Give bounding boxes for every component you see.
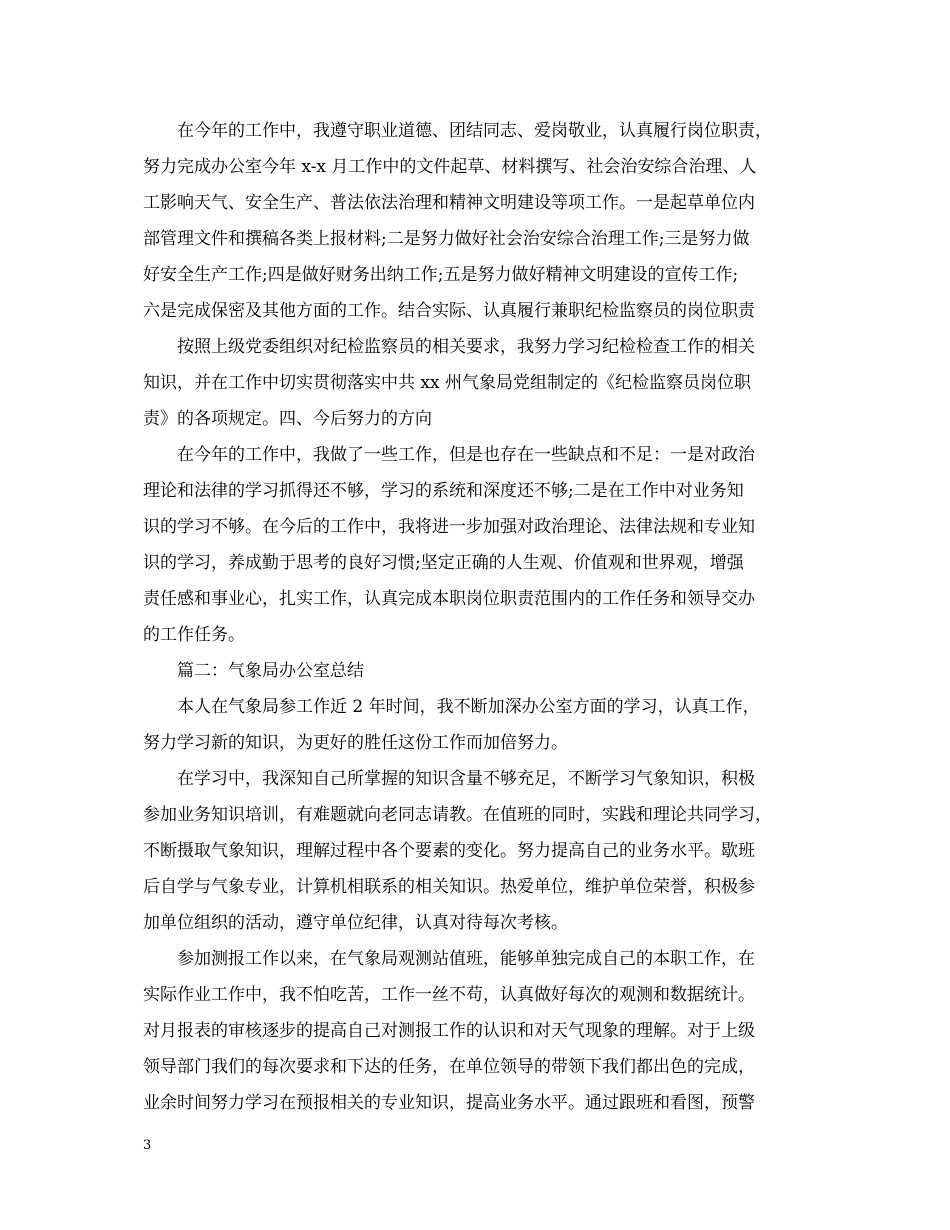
text-line: 知识，并在工作中切实贯彻落实中共 xx 州气象局党组制定的《纪检监察员岗位职: [143, 373, 751, 393]
text-line: 识的学习，养成勤于思考的良好习惯;坚定正确的人生观、价值观和世界观，增强: [143, 553, 744, 573]
text-line: 本人在气象局参工作近 2 年时间，我不断加深办公室方面的学习，认真工作，: [177, 697, 760, 717]
text-line: 的工作任务。: [143, 625, 245, 645]
text-line: 按照上级党委组织对纪检监察员的相关要求，我努力学习纪检检查工作的相关: [177, 337, 755, 357]
text-line: 在今年的工作中，我做了一些工作，但是也存在一些缺点和不足：一是对政治: [177, 445, 755, 465]
text-line: 责》的各项规定。四、今后努力的方向: [143, 409, 432, 429]
text-line: 对月报表的审核逐步的提高自己对测报工作的认识和对天气现象的理解。对于上级: [143, 1021, 755, 1041]
text-line: 在今年的工作中，我遵守职业道德、团结同志、爱岗敬业，认真履行岗位职责，: [177, 121, 772, 141]
text-line: 加单位组织的活动，遵守单位纪律，认真对待每次考核。: [143, 913, 568, 933]
text-line: 好安全生产工作;四是做好财务出纳工作;五是努力做好精神文明建设的宣传工作;: [143, 265, 739, 285]
text-line: 参加测报工作以来，在气象局观测站值班，能够单独完成自己的本职工作，在: [177, 949, 755, 969]
text-line: 理论和法律的学习抓得还不够，学习的系统和深度还不够;二是在工作中对业务知: [143, 481, 744, 501]
text-line: 不断摄取气象知识，理解过程中各个要素的变化。努力提高自己的业务水平。歇班: [143, 841, 755, 861]
page-number: 3: [143, 1138, 152, 1153]
text-line: 工影响天气、安全生产、普法依法治理和精神文明建设等项工作。一是起草单位内: [143, 193, 755, 213]
text-line: 部管理文件和撰稿各类上报材料;二是努力做好社会治安综合治理工作;三是努力做: [143, 229, 750, 249]
text-line: 努力完成办公室今年 x-x 月工作中的文件起草、材料撰写、社会治安综合治理、人: [143, 157, 757, 177]
text-line: 识的学习不够。在今后的工作中，我将进一步加强对政治理论、法律法规和专业知: [143, 517, 755, 537]
text-line: 努力学习新的知识，为更好的胜任这份工作而加倍努力。: [143, 733, 568, 753]
text-line: 在学习中，我深知自己所掌握的知识含量不够充足，不断学习气象知识，积极: [177, 769, 755, 789]
text-line: 后自学与气象专业，计算机相联系的相关知识。热爱单位，维护单位荣誉，积极参: [143, 877, 755, 897]
text-line: 六是完成保密及其他方面的工作。结合实际、认真履行兼职纪检监察员的岗位职责: [143, 301, 755, 321]
text-line: 责任感和事业心，扎实工作，认真完成本职岗位职责范围内的工作任务和领导交办: [143, 589, 755, 609]
text-line: 参加业务知识培训，有难题就向老同志请教。在值班的同时，实践和理论共同学习，: [143, 805, 772, 825]
section-heading: 篇二：气象局办公室总结: [177, 661, 364, 681]
text-line: 业余时间努力学习在预报相关的专业知识，提高业务水平。通过跟班和看图，预警: [143, 1093, 755, 1113]
text-line: 实际作业工作中，我不怕吃苦，工作一丝不苟，认真做好每次的观测和数据统计。: [143, 985, 755, 1005]
text-line: 领导部门我们的每次要求和下达的任务，在单位领导的带领下我们都出色的完成，: [143, 1057, 755, 1077]
